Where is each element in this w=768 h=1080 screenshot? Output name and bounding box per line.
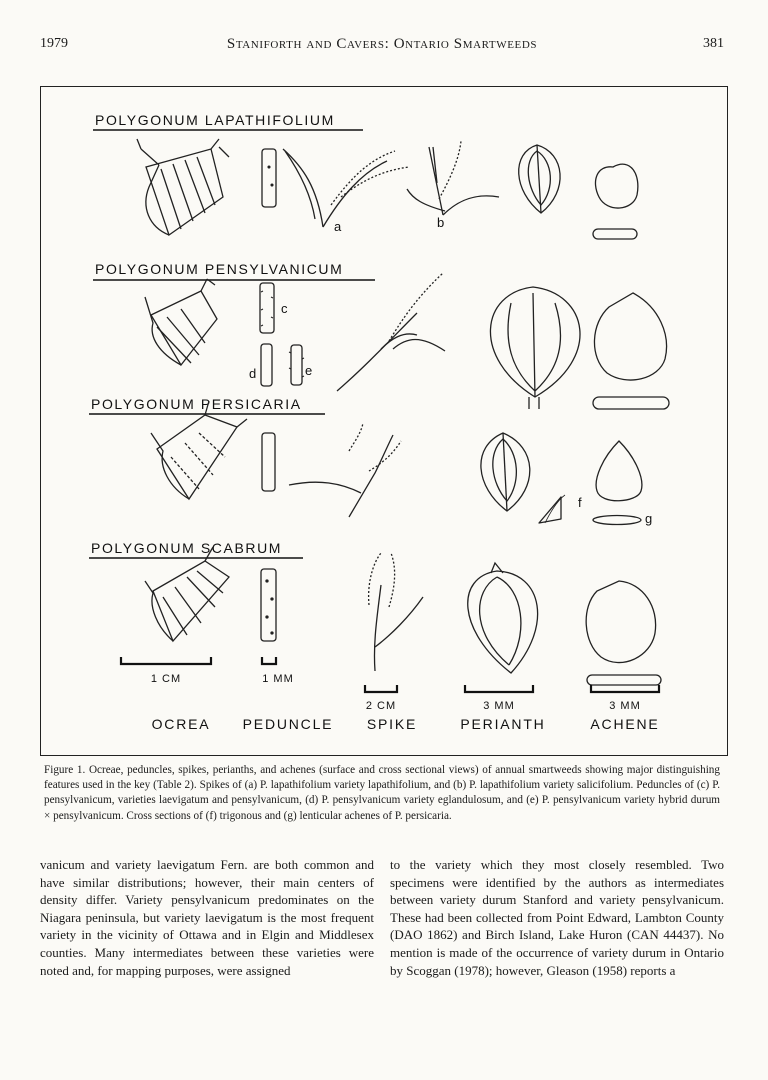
letter-e: e <box>305 363 313 378</box>
scale-label-2cm: 2 CM <box>365 700 397 712</box>
spike-scabrum <box>369 553 423 671</box>
achene-pensylvanicum <box>593 293 669 409</box>
caption-text: Figure 1. Ocreae, peduncles, spikes, perianths, and achenes (surface and cross sectional views) of annual smartweeds showing major distinguishing features used in the key (Table 2). Spikes of (a) P. lapathifolium variety lapathifolium, and (b) P. lapathifolium variety salicifolium. Peduncles of (c) P. pensylvanicum, varieties laevigatum and pensylvanicum, (d) P. pensylvanicum variety eglandulosum, and (e) P. pensylvanicum variety hybrid durum × pensylvanicum. Cross sections of (f) trigonous and (g) lenticular achenes of P. persicaria. <box>44 764 720 822</box>
scale-bar-2cm <box>365 685 397 692</box>
peduncle-c <box>260 283 274 333</box>
letter-f: f <box>578 495 582 510</box>
header-title: Staniforth and Cavers: Ontario Smartweeds <box>226 36 538 52</box>
body-column-left <box>40 856 374 979</box>
peduncle-d <box>261 344 272 386</box>
scale-bar-3mm-achene <box>591 685 659 692</box>
ocrea-lapathifolium <box>137 139 229 235</box>
scale-bars <box>121 657 659 692</box>
figure-caption <box>44 763 720 824</box>
page-number: 381 <box>703 36 724 51</box>
scale-label-1mm: 1 MM <box>262 673 294 685</box>
peduncle-persicaria <box>262 433 275 491</box>
peduncle-e <box>289 345 304 385</box>
spike-persicaria <box>289 423 401 517</box>
spike-pensylvanicum <box>337 273 445 391</box>
letter-d: d <box>249 366 257 381</box>
column-label-perianth: PERIANTH <box>460 716 546 732</box>
column-label-peduncle: PEDUNCLE <box>242 716 334 732</box>
scale-label-3mm-perianth: 3 MM <box>483 700 515 712</box>
species-label-lapathifolium: POLYGONUM LAPATHIFOLIUM <box>95 112 335 128</box>
scale-bar-3mm-perianth <box>465 685 533 692</box>
scale-bar-1cm <box>121 657 211 664</box>
perianth-persicaria <box>481 433 530 511</box>
letter-g: g <box>645 511 653 526</box>
spike-a <box>283 149 409 227</box>
species-label-pensylvanicum: POLYGONUM PENSYLVANICUM <box>95 261 344 277</box>
ocrea-scabrum <box>145 547 229 641</box>
perianth-pensylvanicum <box>490 287 580 409</box>
perianth-scabrum <box>468 563 538 673</box>
column-label-spike: SPIKE <box>366 716 418 732</box>
letter-b: b <box>437 215 445 230</box>
peduncle-lapathifolium <box>262 149 276 207</box>
ocrea-persicaria <box>151 401 247 499</box>
achene-scabrum <box>586 581 661 685</box>
species-label-scabrum: POLYGONUM SCABRUM <box>91 540 283 556</box>
header-year: 1979 <box>40 36 68 51</box>
species-label-persicaria: POLYGONUM PERSICARIA <box>91 396 302 412</box>
achene-persicaria <box>539 441 642 525</box>
letter-a: a <box>334 219 342 234</box>
ocrea-pensylvanicum <box>145 279 217 365</box>
achene-lapathifolium <box>593 164 638 239</box>
perianth-lapathifolium <box>519 145 560 213</box>
spike-b <box>407 141 499 215</box>
scale-bar-1mm <box>262 657 276 664</box>
letter-c: c <box>281 301 288 316</box>
paragraph-left: vanicum and variety laevigatum Fern. are both common and have similar distributions; however, their main centers of density differ. Variety pensylvanicum predominates on the Niagara peninsula, but variety laevigatum is the most frequent variety in the vicinity of Ottawa and in Elgin and Middlesex counties. Many intermediates between these varieties were noted and, for mapping purposes, were assigned <box>40 857 374 978</box>
species-underlines <box>89 130 375 558</box>
paragraph-right: to the variety which they most closely resembled. Two specimens were identified by the authors as intermediates between variety durum Stanford and variety pensylvanicum. These had been collected from Point Edward, Lambton County (DAO 1862) and Birch Island, Lake Huron (CAN 44437). No mention is made of the occurrence of variety durum in Ontario by Scoggan (1978); however, Gleason (1958) reports a <box>390 857 724 978</box>
body-column-right <box>390 856 724 979</box>
column-label-achene: ACHENE <box>590 716 660 732</box>
peduncle-scabrum <box>261 569 276 641</box>
scale-label-3mm-achene: 3 MM <box>609 700 641 712</box>
figure-illustration <box>41 87 727 755</box>
scale-label-1cm: 1 CM <box>150 673 182 685</box>
running-header <box>40 36 724 56</box>
column-label-ocrea: OCREA <box>151 716 211 732</box>
figure-1 <box>40 86 728 756</box>
